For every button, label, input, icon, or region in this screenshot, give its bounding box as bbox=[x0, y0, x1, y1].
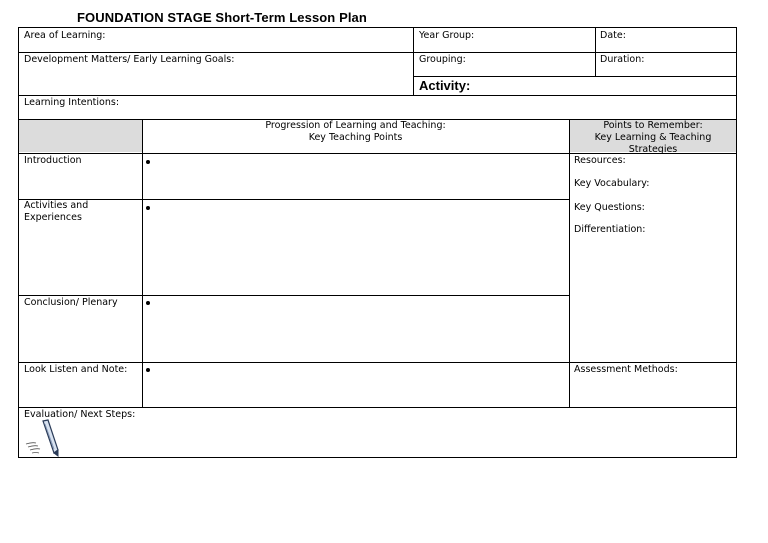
learning-intentions-label: Learning Intentions: bbox=[24, 97, 120, 108]
assessment-methods-label: Assessment Methods: bbox=[574, 364, 678, 375]
bullet-icon bbox=[146, 160, 150, 164]
pen-icon bbox=[22, 418, 64, 458]
key-vocabulary-label: Key Vocabulary: bbox=[574, 178, 650, 189]
bullet-icon bbox=[146, 301, 150, 305]
differentiation-label: Differentiation: bbox=[574, 224, 646, 235]
activity-label: Activity: bbox=[419, 78, 471, 93]
progression-heading bbox=[142, 120, 569, 144]
introduction-label: Introduction bbox=[24, 155, 82, 166]
year-group-label: Year Group: bbox=[419, 30, 475, 41]
conclusion-label: Conclusion/ Plenary bbox=[24, 297, 118, 308]
divider bbox=[19, 295, 569, 296]
divider bbox=[19, 362, 737, 363]
divider bbox=[19, 95, 737, 96]
resources-label: Resources: bbox=[574, 155, 626, 166]
page-title: FOUNDATION STAGE Short-Term Lesson Plan bbox=[77, 10, 367, 25]
divider bbox=[569, 119, 570, 407]
lesson-plan-table bbox=[18, 27, 737, 458]
development-matters-label: Development Matters/ Early Learning Goals: bbox=[24, 54, 235, 65]
area-of-learning-label: Area of Learning: bbox=[24, 30, 106, 41]
points-heading-line3: Strategies bbox=[628, 144, 678, 155]
table-header-shade-left bbox=[19, 120, 142, 152]
activities-label-line1: Activities and bbox=[24, 200, 89, 211]
points-heading-line1: Points to Remember: bbox=[603, 120, 703, 131]
divider bbox=[142, 119, 143, 407]
bullet-icon bbox=[146, 206, 150, 210]
bullet-icon bbox=[146, 368, 150, 372]
progression-heading-line2: Key Teaching Points bbox=[308, 132, 403, 143]
duration-label: Duration: bbox=[600, 54, 645, 65]
divider bbox=[413, 76, 737, 77]
divider bbox=[19, 199, 569, 200]
points-heading-line2: Key Learning & Teaching bbox=[594, 132, 712, 143]
divider bbox=[595, 28, 596, 76]
look-listen-label: Look Listen and Note: bbox=[24, 364, 128, 375]
evaluation-label: Evaluation/ Next Steps: bbox=[24, 409, 136, 420]
activities-label bbox=[24, 200, 88, 224]
date-label: Date: bbox=[600, 30, 626, 41]
divider bbox=[413, 28, 414, 96]
activities-label-line2: Experiences bbox=[24, 212, 82, 223]
divider bbox=[19, 52, 737, 53]
points-to-remember-heading bbox=[569, 120, 737, 156]
grouping-label: Grouping: bbox=[419, 54, 466, 65]
divider bbox=[19, 407, 737, 408]
key-questions-label: Key Questions: bbox=[574, 202, 645, 213]
progression-heading-line1: Progression of Learning and Teaching: bbox=[265, 120, 446, 131]
